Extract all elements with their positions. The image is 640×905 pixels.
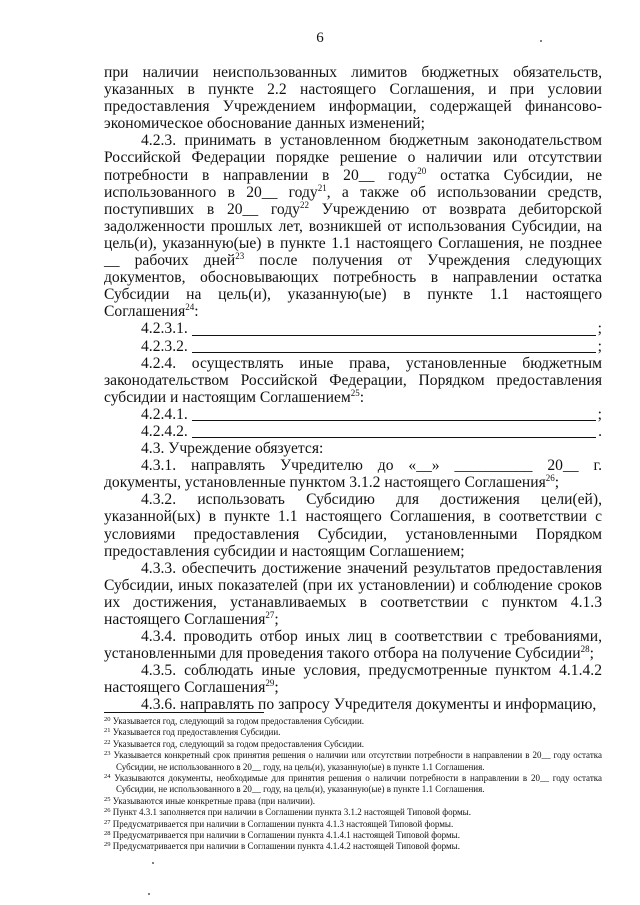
footnote-ref-29: 29: [265, 678, 275, 689]
footnote-25: $^{25}$ Указываются иные конкретные права (при наличии).: [104, 795, 316, 806]
blank-line-4-2-3-2: 4.2.3.2. ;: [141, 337, 602, 355]
footnote-ref-27: 27: [265, 610, 275, 620]
paragraph-4-3-5: 4.3.5. соблюдать иные условия, предусмотренные пунктом 4.1.4.2 настоящего Соглашения$^{29}$;: [104, 662, 602, 697]
footnote-separator: [104, 712, 264, 713]
footnote-21: $^{21}$ Указывается год предоставления Субсидии.: [104, 727, 281, 738]
footnote-20: $^{20}$ Указывается год, следующий за годом предоставления Субсидии.: [104, 716, 365, 726]
footnotes: [104, 716, 602, 853]
scan-speck: [152, 862, 154, 864]
footnote-ref-24: 24: [185, 302, 195, 313]
paragraph-continuation: при наличии неиспользованных лимитов бюджетных обязательств, указанных в пункте 2.2 настоящего Соглашения, и при условии предоставления Учреждением информации, содержащей финансово-экономическое обоснование данных изменений;: [104, 64, 602, 133]
paragraph-4-3-4: 4.3.4. проводить отбор иных лиц в соответствии с требованиями, установленными для проведения такого отбора на получение Субсидии$^{28}$;: [104, 628, 602, 663]
paragraph-4-2-4: 4.2.4. осуществлять иные права, установленные бюджетным законодательством Российской Федерации, Порядком предоставления субсидии и настоящим Соглашением$^{25}$:: [104, 354, 602, 406]
footnote-29: $^{29}$ Предусматривается при наличии в Соглашении пункта 4.1.4.2 настоящей Типовой формы.: [104, 841, 460, 852]
paragraph-4-2-3: 4.2.3. принимать в установленном бюджетным законодательством Российской Федерации порядке решение о наличии или отсутствии потребности в направлении в 20__ году$^{20}$ остатка Субсидии, не использованного в 20__ году$^{21}$, а также об использовании средств, поступивших в 20__ году$^{22}$ Учреждению от возврата дебиторской задолженности прошлых лет, возникшей от использования Субсидии, на цель(и), указанную(ые) в пункте 1.1 настоящего Соглашения, не позднее __ рабочих дней$^{23}$ после получения от Учреждения следующих документов, обосновывающих потребность в направлении остатка Субсидии на цель(и), указанную(ые) в пункте 1.1 настоящего Соглашения$^{24}$:: [104, 132, 603, 321]
footnote-ref-28: 28: [580, 644, 590, 655]
footnote-22: $^{22}$ Указывается год, следующий за годом предоставления Субсидии.: [104, 738, 365, 749]
footnote-ref-20: 20: [417, 165, 427, 176]
scan-speck: [540, 40, 542, 42]
blank-line-4-2-3-1: 4.2.3.1. ;: [141, 320, 602, 338]
footnote-28: $^{28}$ Предусматривается при наличии в Соглашении пункта 4.1.4.1 настоящей Типовой формы.: [104, 830, 460, 841]
footnote-ref-25: 25: [350, 387, 360, 398]
footnote-23: $^{23}$ Указывается конкретный срок принятия решения о наличии или отсутствии потребности в направлении в 20__ году остатка Субсидии, не использованного в 20__ году, на цель(и), указанную(ые) в пункте 1.1 Соглашения.: [104, 750, 602, 772]
scan-speck: [148, 893, 150, 895]
page-number: 6: [316, 30, 324, 46]
footnote-26: $^{26}$ Пункт 4.3.1 заполняется при наличии в Соглашении пункта 3.1.2 настоящей Типовой формы.: [104, 807, 471, 818]
paragraph-4-3-1: 4.3.1. направлять Учредителю до «__» __________ 20__ г. документы, установленные пунктом 3.1.2 настоящего Соглашения$^{26}$;: [104, 457, 602, 492]
footnote-ref-23: 23: [235, 251, 245, 262]
footnote-ref-22: 22: [299, 199, 309, 210]
fill-in-underline: [192, 338, 596, 353]
footnote-ref-21: 21: [317, 182, 327, 193]
blank-line-4-2-4-1: 4.2.4.1. ;: [141, 405, 602, 423]
paragraph-4-3-3: 4.3.3. обеспечить достижение значений результатов предоставления Субсидии, иных показателей (при их установлении) и соблюдение сроков их достижения, устанавливаемых в соответствии с пунктом 4.1.3 настоящего Соглашения$^{27}$;: [104, 559, 602, 628]
blank-line-4-2-4-2: 4.2.4.2. .: [141, 422, 602, 440]
document-body: [104, 64, 602, 714]
footnote-27: $^{27}$ Предусматривается при наличии в Соглашении пункта 4.1.3 настоящей Типовой формы.: [104, 818, 454, 829]
paragraph-4-3-6: 4.3.6. направлять по запросу Учредителя документы и информацию,: [141, 696, 597, 714]
paragraph-4-3-2: 4.3.2. использовать Субсидию для достижения цели(ей), указанной(ых) в пункте 1.1 настоящего Соглашения, в соответствии с условиями предоставления Субсидии, установленными Порядком предоставления субсидии и настоящим Соглашением;: [104, 491, 602, 560]
paragraph-4-3: 4.3. Учреждение обязуется:: [141, 440, 324, 458]
fill-in-underline: [192, 406, 596, 421]
footnote-ref-26: 26: [545, 473, 555, 484]
footnote-24: $^{24}$ Указываются документы, необходимые для принятия решения о наличии потребности в направлении в 20__ году остатка Субсидии, не использованного в 20__ году, на цель(и), указанную(ые) в пункте 1.1 Соглашения.: [104, 773, 602, 795]
fill-in-underline: [192, 321, 596, 336]
fill-in-underline: [192, 423, 596, 438]
